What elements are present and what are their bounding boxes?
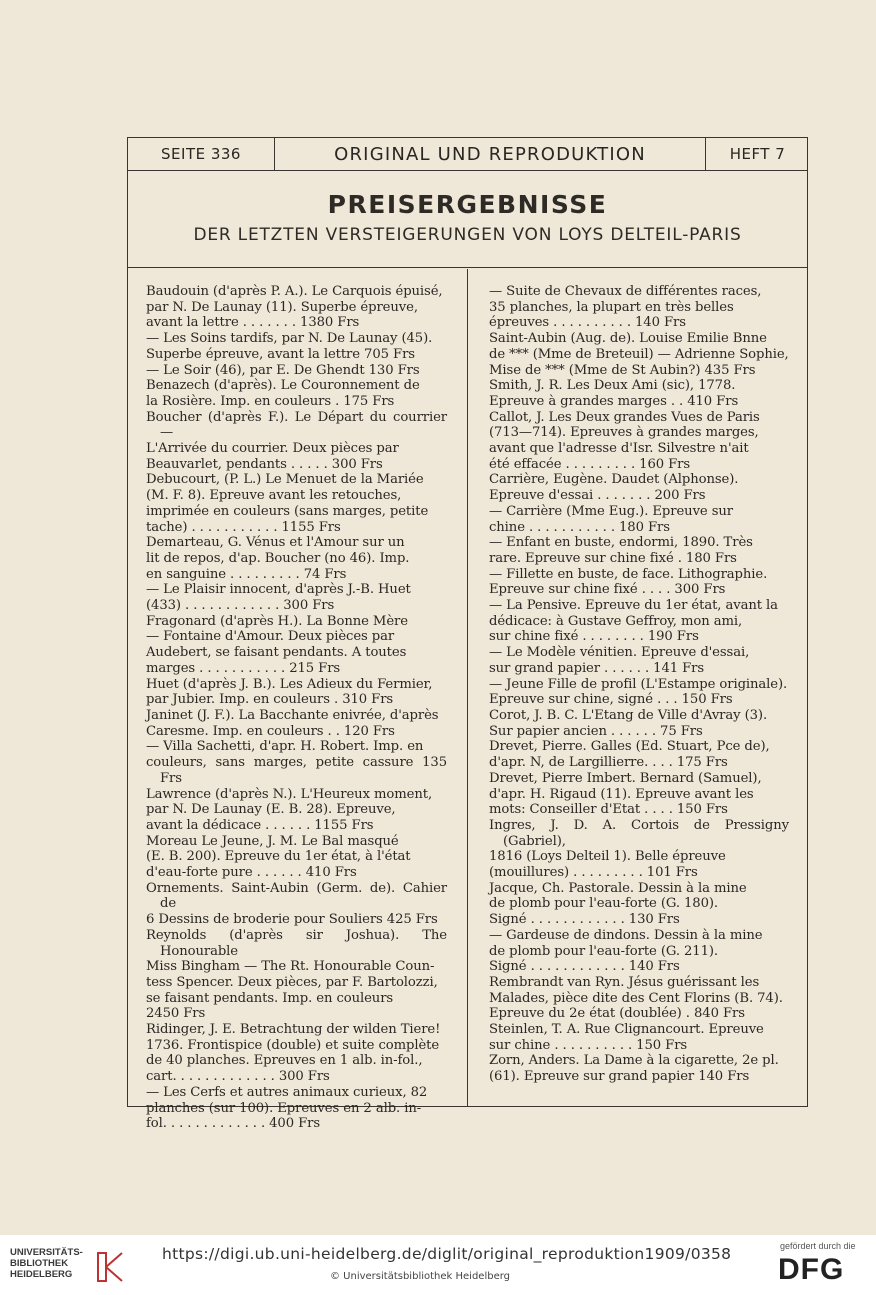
page-frame [127, 137, 808, 1132]
entry-line: Miss Bingham — The Rt. Honourable Coun- [146, 959, 435, 975]
entry-line: mots: Conseiller d'Etat . . . . 150 Frs [489, 802, 728, 818]
entry-line: rare. Epreuve sur chine fixé . 180 Frs [489, 550, 737, 566]
running-header [128, 138, 807, 171]
left-column [146, 284, 447, 1132]
entry-line: Epreuve sur chine fixé . . . . 300 Frs [489, 582, 726, 598]
entry-line: marges . . . . . . . . . . . 215 Frs [146, 660, 341, 676]
entry-line: — Les Soins tardifs, par N. De Launay (45). [146, 331, 433, 347]
entry-line: Ridinger, J. E. Betrachtung der wilden Tiere! [146, 1022, 441, 1038]
entry-line: sur grand papier . . . . . . 141 Frs [489, 660, 705, 676]
entry-line: — La Pensive. Epreuve du 1er état, avant la [489, 598, 778, 614]
entry-line: 1736. Frontispice (double) et suite complète [146, 1037, 440, 1053]
entry-line: (61). Epreuve sur grand papier 140 Frs [489, 1069, 750, 1085]
entry-line: Callot, J. Les Deux grandes Vues de Paris [489, 409, 760, 425]
catalog-entry [146, 1085, 447, 1132]
entry-line: planches (sur 100). Epreuves en 2 alb. in- [146, 1100, 422, 1116]
catalog-entry [489, 818, 789, 881]
entry-line: chine . . . . . . . . . . . 180 Frs [489, 519, 670, 535]
entry-line: avant que l'adresse d'Isr. Silvestre n'ait [489, 441, 749, 457]
entry-line: Debucourt, (P. L.) Le Menuet de la Mariée [146, 472, 424, 488]
entry-line: sur chine . . . . . . . . . . 150 Frs [489, 1037, 688, 1053]
entry-line: Malades, pièce dite des Cent Florins (B. 74). [489, 990, 783, 1006]
dfg-wordmark: DFG [778, 1253, 845, 1286]
entry-line: — Carrière (Mme Eug.). Epreuve sur [489, 503, 733, 519]
catalog-entry [489, 928, 789, 975]
catalog-entry [146, 928, 447, 1022]
entry-line: Epreuve sur chine, signé . . . 150 Frs [489, 692, 733, 708]
entry-line: Reynolds (d'après sir Joshua). The Honourable [146, 927, 447, 959]
catalog-entry [489, 1053, 789, 1084]
issue-number: HEFT 7 [729, 145, 786, 163]
entry-line: 6 Dessins de broderie pour Souliers 425 Frs [146, 912, 438, 928]
entry-line: (M. F. 8). Epreuve avant les retouches, [146, 488, 402, 504]
entry-line: Signé . . . . . . . . . . . . 130 Frs [489, 912, 680, 928]
catalog-entry [489, 472, 789, 503]
entry-line: — Le Soir (46), par E. De Ghendt 130 Frs [146, 362, 420, 378]
catalog-entry [146, 1022, 447, 1085]
entry-line: Janinet (J. F.). La Bacchante enivrée, d'après [146, 707, 439, 723]
entry-line: tess Spencer. Deux pièces, par F. Bartolozzi, [146, 974, 438, 990]
entry-line: 2450 Frs [146, 1006, 206, 1022]
catalog-entry [146, 378, 447, 409]
catalog-entry [489, 771, 789, 818]
catalog-entry [489, 1022, 789, 1053]
entry-line: d'apr. H. Rigaud (11). Epreuve avant les [489, 786, 754, 802]
entry-line: (713—714). Epreuves à grandes marges, [489, 425, 759, 441]
dfg-logo[interactable] [778, 1241, 868, 1289]
entry-line: la Rosière. Imp. en couleurs . 175 Frs [146, 393, 395, 409]
page-number: SEITE 336 [128, 138, 275, 171]
catalog-entry [489, 567, 789, 598]
catalog-entry [489, 504, 789, 535]
library-emblem-icon [92, 1249, 126, 1285]
entry-line: Audebert, se faisant pendants. A toutes [146, 645, 407, 661]
catalog-entry [489, 410, 789, 473]
entry-line: Epreuve à grandes marges . . 410 Frs [489, 393, 739, 409]
entry-line: (E. B. 200). Epreuve du 1er état, à l'état [146, 849, 411, 865]
catalog-entry [489, 284, 789, 331]
entry-line: Boucher (d'après F.). Le Départ du courrier — [146, 409, 447, 441]
catalog-entry [489, 975, 789, 1022]
article-title: PREISERGEBNISSE [327, 190, 608, 219]
entry-line: dédicace: à Gustave Geffroy, mon ami, [489, 613, 743, 629]
library-name [10, 1247, 83, 1280]
entry-line: épreuves . . . . . . . . . . 140 Frs [489, 315, 686, 331]
entry-line: — Jeune Fille de profil (L'Estampe originale). [489, 676, 788, 692]
catalog-entry [146, 708, 447, 739]
right-column [489, 284, 789, 1085]
entry-line: — Fontaine d'Amour. Deux pièces par [146, 629, 395, 645]
catalog-entry [489, 535, 789, 566]
viewer-footer [0, 1235, 876, 1295]
entry-line: par N. De Launay (E. B. 28). Epreuve, [146, 802, 396, 818]
entry-line: Zorn, Anders. La Dame à la cigarette, 2e pl. [489, 1053, 779, 1069]
catalog-entry [489, 598, 789, 645]
catalog-entry [146, 363, 447, 379]
entry-line: Beauvarlet, pendants . . . . . 300 Frs [146, 456, 383, 472]
catalog-entry [146, 834, 447, 881]
entry-line: — Le Modèle vénitien. Epreuve d'essai, [489, 645, 750, 661]
entry-line: — Enfant en buste, endormi, 1890. Très [489, 535, 753, 551]
entry-line: Moreau Le Jeune, J. M. Le Bal masqué [146, 833, 399, 849]
catalog-entry [146, 787, 447, 834]
column-divider [467, 269, 468, 1106]
entry-line: — Villa Sachetti, d'apr. H. Robert. Imp. en [146, 739, 424, 755]
library-name-line: BIBLIOTHEK [10, 1258, 69, 1269]
entry-line: Baudouin (d'après P. A.). Le Carquois épuisé, [146, 284, 443, 299]
library-name-line: UNIVERSITÄTS- [10, 1247, 83, 1258]
entry-line: par N. De Launay (11). Superbe épreuve, [146, 299, 418, 315]
entry-line: Huet (d'après J. B.). Les Adieux du Fermier, [146, 676, 433, 692]
entry-line: Sur papier ancien . . . . . . 75 Frs [489, 723, 703, 739]
entry-line: Drevet, Pierre. Galles (Ed. Stuart, Pce de), [489, 739, 770, 755]
catalog-entry [146, 677, 447, 708]
entry-line: de plomb pour l'eau-forte (G. 180). [489, 896, 719, 912]
entry-line: (mouillures) . . . . . . . . . 101 Frs [489, 865, 698, 881]
library-logo[interactable] [10, 1245, 160, 1285]
entry-line: Drevet, Pierre Imbert. Bernard (Samuel), [489, 770, 762, 786]
catalog-entry [489, 739, 789, 770]
entry-line: se faisant pendants. Imp. en couleurs [146, 990, 394, 1006]
entry-line: — Fillette en buste, de face. Lithographie. [489, 566, 768, 582]
entry-line: d'apr. N, de Largillierre. . . . 175 Frs [489, 755, 728, 771]
entry-line: Smith, J. R. Les Deux Ami (sic), 1778. [489, 378, 736, 394]
library-name-line: HEIDELBERG [10, 1269, 73, 1280]
entry-line: couleurs, sans marges, petite cassure 135 Frs [146, 755, 447, 786]
entry-line: Rembrandt van Ryn. Jésus guérissant les [489, 974, 760, 990]
entry-line: Signé . . . . . . . . . . . . 140 Frs [489, 959, 680, 975]
entry-line: Corot, J. B. C. L'Etang de Ville d'Avray (3). [489, 707, 768, 723]
entry-line: — Les Cerfs et autres animaux curieux, 82 [146, 1084, 428, 1100]
catalog-entry [146, 614, 447, 677]
entry-line: de *** (Mme de Breteuil) — Adrienne Sophie, [489, 346, 789, 362]
entry-line: Superbe épreuve, avant la lettre 705 Frs [146, 346, 415, 362]
catalog-entry [489, 881, 789, 928]
article-title-block [128, 172, 807, 268]
entry-line: de plomb pour l'eau-forte (G. 211). [489, 943, 719, 959]
entry-line: Steinlen, T. A. Rue Clignancourt. Epreuve [489, 1022, 764, 1038]
text-columns [128, 269, 807, 1132]
entry-line: Fragonard (d'après H.). La Bonne Mère [146, 613, 408, 629]
catalog-entry [489, 708, 789, 739]
entry-line: Mise de *** (Mme de St Aubin?) 435 Frs [489, 362, 756, 378]
entry-line: 1816 (Loys Delteil 1). Belle épreuve [489, 849, 726, 865]
catalog-entry [489, 331, 789, 378]
entry-line: L'Arrivée du courrier. Deux pièces par [146, 441, 399, 457]
entry-line: Epreuve d'essai . . . . . . . 200 Frs [489, 488, 706, 504]
entry-line: Saint-Aubin (Aug. de). Louise Emilie Bnne [489, 331, 767, 347]
entry-line: en sanguine . . . . . . . . . 74 Frs [146, 566, 347, 582]
entry-line: Benazech (d'après). Le Couronnement de [146, 378, 420, 394]
entry-line: Lawrence (d'après N.). L'Heureux moment, [146, 786, 433, 802]
catalog-entry [146, 535, 447, 582]
entry-line: Jacque, Ch. Pastorale. Dessin à la mine [489, 880, 747, 896]
entry-line: Carrière, Eugène. Daudet (Alphonse). [489, 472, 739, 488]
journal-title: ORIGINAL UND REPRODUKTION [275, 138, 706, 171]
catalog-entry [489, 378, 789, 409]
catalog-entry [146, 881, 447, 928]
catalog-entry [146, 739, 447, 786]
entry-line: tache) . . . . . . . . . . . 1155 Frs [146, 519, 341, 535]
copyright-notice: © Universitätsbibliothek Heidelberg [330, 1271, 511, 1282]
permalink-url[interactable]: https://digi.ub.uni-heidelberg.de/diglit/original_reproduktion1909/0358 [162, 1245, 732, 1263]
entry-line: avant la lettre . . . . . . . 1380 Frs [146, 315, 360, 331]
entry-line: Epreuve du 2e état (doublée) . 840 Frs [489, 1006, 745, 1022]
entry-line: sur chine fixé . . . . . . . . 190 Frs [489, 629, 699, 645]
entry-line: avant la dédicace . . . . . . 1155 Frs [146, 817, 374, 833]
entry-line: Ingres, J. D. A. Cortois de Pressigny (Gabriel), [489, 817, 789, 849]
entry-line: — Le Plaisir innocent, d'après J.-B. Huet [146, 582, 411, 598]
catalog-entry [489, 645, 789, 676]
catalog-entry [146, 410, 447, 473]
entry-line: Ornements. Saint-Aubin (Germ. de). Cahier de [146, 880, 447, 912]
entry-line: (433) . . . . . . . . . . . . 300 Frs [146, 598, 335, 614]
entry-line: fol. . . . . . . . . . . . . 400 Frs [146, 1116, 321, 1132]
entry-line: 35 planches, la plupart en très belles [489, 299, 734, 315]
entry-line: Caresme. Imp. en couleurs . . 120 Frs [146, 723, 395, 739]
catalog-entry [146, 472, 447, 535]
entry-line: d'eau-forte pure . . . . . . 410 Frs [146, 865, 357, 881]
funded-by-label: gefördert durch die [780, 1241, 856, 1251]
entry-line: par Jubier. Imp. en couleurs . 310 Frs [146, 692, 394, 708]
entry-line: imprimée en couleurs (sans marges, petite [146, 503, 429, 519]
entry-line: de 40 planches. Epreuves en 1 alb. in-fol., [146, 1053, 423, 1069]
entry-line: — Suite de Chevaux de différentes races, [489, 284, 762, 299]
catalog-entry [146, 331, 447, 362]
entry-line: lit de repos, d'ap. Boucher (no 46). Imp. [146, 550, 410, 566]
entry-line: Demarteau, G. Vénus et l'Amour sur un [146, 535, 405, 551]
entry-line: été effacée . . . . . . . . . 160 Frs [489, 456, 691, 472]
catalog-entry [146, 582, 447, 613]
entry-line: cart. . . . . . . . . . . . . 300 Frs [146, 1069, 330, 1085]
article-subtitle: DER LETZTEN VERSTEIGERUNGEN VON LOYS DELTEIL-PARIS [193, 225, 742, 245]
catalog-entry [489, 677, 789, 708]
entry-line: — Gardeuse de dindons. Dessin à la mine [489, 927, 763, 943]
catalog-entry [146, 284, 447, 331]
